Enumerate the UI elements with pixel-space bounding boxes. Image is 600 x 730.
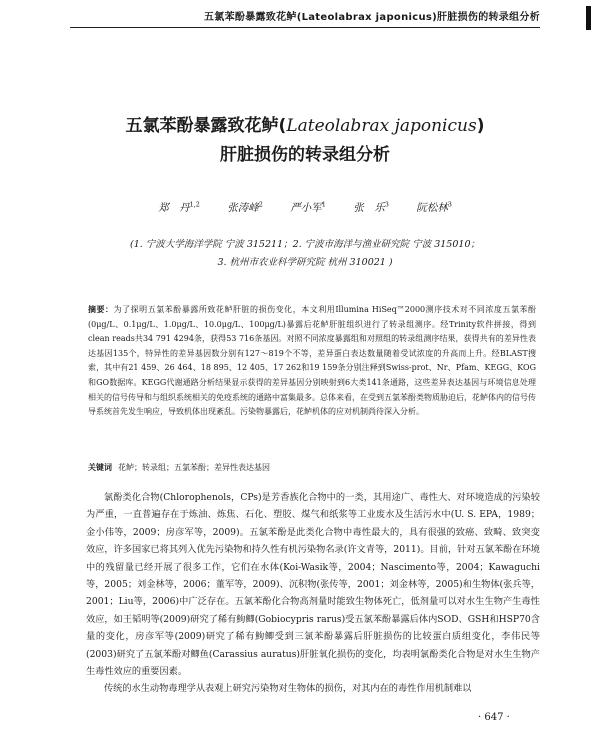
title-line-1: [70, 112, 540, 141]
author-list: [70, 200, 540, 215]
running-head: 五氯苯酚暴露致花鲈(Lateolabrax japonicus)肝脏损伤的转录组分析: [204, 12, 540, 23]
title-suffix: ): [476, 116, 485, 136]
abstract-text: 为了探明五氯苯酚暴露所致花鲈肝脏的损伤变化，本文利用Illumina HiSeq™2000测序技术对不同浓度五氯苯酚(0μg/L、0.1μg/L、1.0μg/L、10.0μg/L、100μg/L)暴露后花鲈肝脏组织进行了转录组测序。经Trinity软件拼接，得到clean reads共34 791 4294条，获得53 716条基因。对照不同浓度暴露组和对照组的转录组测序结果，获得共有的差异性表达基因135个，特异性的差异基因数分别有127～819个不等，差异蛋白表达数量随着受试浓度的升高而上升。经BLAST搜索，其中有21 459、26 464、18 895、12 405、17 262和19 159条分别注释到Swiss-prot、Nr、Pfam、KEGG、KOG和GO数据库。KEGG代谢通路分析结果显示获得的差异基因分别映射到6大类141条通路，这些差异表达基因与环境信息处理相关的信号传导和与组织系统相关的免疫系统的通路中富集最多。总体来看，在受到五氯苯酚类物质胁迫后，花鲈体内的信号传导系统首先发生响应，导致机体出现紊乱。污染物暴露后，花鲈机体的应对机制尚待深入分析。: [88, 305, 537, 417]
author: 阮松林$^3$: [416, 200, 452, 214]
page-number: · 647 ·: [478, 712, 510, 723]
page-edge-mark: [586, 6, 591, 30]
title-species-name: Lateolabrax japonicus: [286, 116, 477, 136]
author: 严小军$^1$: [290, 200, 326, 214]
author: 张涛峰$^2$: [227, 200, 263, 214]
body-paragraph: 氯酚类化合物(Chlorophenols，CPs)是芳香族化合物中的一类，其用途广、毒性大、对环境造成的污染较为严重，一直普遍存在于炼油、炼焦、石化、塑胶、煤气和纸浆等工业废水及生活污水中(U. S. EPA，1989；金小伟等，2009；房彦军等，2009)。五氯苯酚是此类化合物中毒性最大的，具有很强的致癌、致畸、致突变效应，许多国家已将其列入优先污染物和持久性有机污染物名录(许文青等，2011)。目前，针对五氯苯酚在环境中的残留量已经开展了很多工作，它们在水体(Koi-Wasik等，2004；Nascimento等，2004；Kawaguchi等，2005；刘金林等，2006；董军等，2009)、沉积物(张传等，2001；刘金林等，2005)和生物体(张兵等，2001；Liu等，2006)中广泛存在。五氯苯酚化合物高剂量时能致生物体死亡，低剂量可以对水生生物产生毒性效应，如王韬明等(2009)研究了稀有鮈鲫(Gobiocypris rarus)受五氯苯酚暴露后体内SOD、GSH和HSP70含量的变化，房彦军等(2009)研究了稀有鮈鲫受到三氯苯酚暴露后肝脏损伤的比较蛋白质组变化，李伟民等(2003)研究了五氯苯酚对鲫鱼(Carassius auratus)肝脏氧化损伤的变化，均表明氯酚类化合物是对水生生物产生毒性效应的重要因素。: [86, 492, 540, 678]
title-line-2: 肝脏损伤的转录组分析: [220, 145, 390, 165]
header-rule: [70, 27, 540, 28]
abstract: [88, 303, 536, 420]
body-text: [86, 489, 540, 698]
author: 张 乐$^3$: [353, 200, 389, 214]
affiliation-line-1: (1. 宁波大学海洋学院 宁波 315211；2. 宁波市海洋与渔业研究院 宁波 315010；: [130, 239, 480, 250]
body-paragraph: 传统的水生动物毒理学从表观上研究污染物对生物体的损伤，对其内在的毒性作用机制难以: [104, 683, 472, 695]
author: 郑 丹$^{1,2}$: [158, 200, 200, 214]
keywords: [88, 461, 536, 475]
affiliation-line-2: 3. 杭州市农业科学研究院 杭州 310021 ): [217, 257, 393, 268]
abstract-label: 摘要：: [88, 305, 114, 314]
keywords-text: 花鲈；转录组；五氯苯酚；差异性表达基因: [118, 463, 270, 472]
keywords-label: 关键词: [88, 463, 112, 472]
article-title: [70, 112, 540, 170]
title-prefix: 五氯苯酚暴露致花鲈(: [125, 116, 287, 136]
affiliations: [80, 236, 530, 272]
